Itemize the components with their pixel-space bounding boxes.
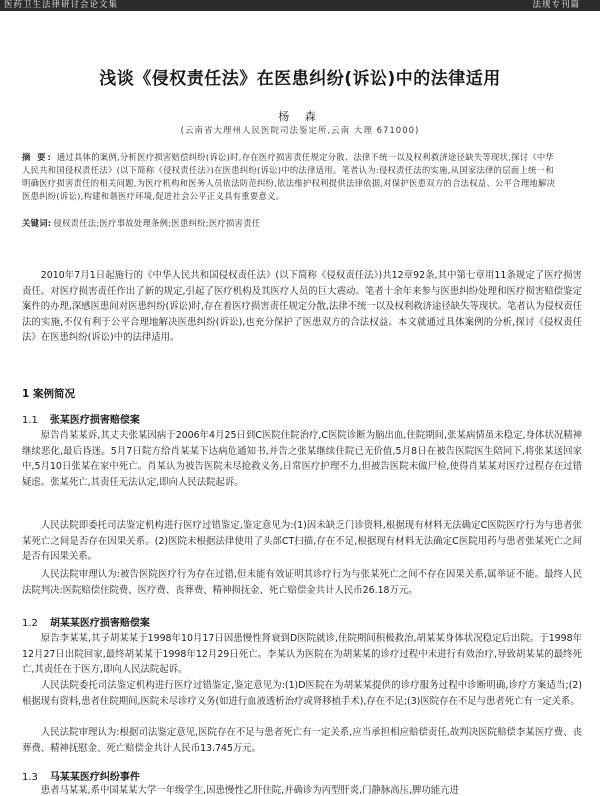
journal-name: 医药卫生法律研讨会论文集 — [4, 0, 119, 10]
case-number: 1.3 — [22, 772, 38, 783]
keywords-label: 关键词: — [22, 218, 52, 228]
running-header — [0, 0, 600, 11]
case-paragraph: 人民法院即委托司法鉴定机构进行医疗过错鉴定,鉴定意见为:(1)因未缺乏门诊资料,根据现有材料无法确定C医院医疗行为与患者张某死亡之间是否存在因果关系。(2)医院未根据法律使用了头部CT扫描,存在不足,根据现有材料无法确定C医院用药与患者张某死亡之间是否有因果关系。 — [22, 520, 582, 562]
case-paragraph: 原告李某某,其子胡某某于1998年10月17日因患慢性肾衰到D医院就诊,住院期间积极救治,胡某某身体状况稳定后出院。于1998年12月27日出院回家,最终胡某某于1998年12月29日死亡。李某认为医院在为胡某某的诊疗过程中未进行有效治疗,导致胡某某的最终死亡,其责任在于医方,即向人民法院起诉。 — [22, 633, 582, 675]
author-name: 杨 森 — [278, 110, 322, 123]
article-title: 浅谈《侵权责任法》在医患纠纷(诉讼)中的法律适用 — [99, 69, 501, 89]
case-paragraph: 人民法院委托司法鉴定机构进行医疗过错鉴定,鉴定意见为:(1)D医院在为胡某某提供的诊疗服务过程中诊断明确,诊疗方案适当;(2)根据现有资料,患者住院期间,医院未尽诊疗义务(如进行血液透析治疗或肾移植手术),存在不足;(3)医院存在不足与患者死亡有一定关系。 — [22, 680, 582, 707]
case-paragraph: 人民法院审理认为:被告医院医疗行为存在过错,但未能有效证明其诊疗行为与张某死亡之间不存在因果关系,属举证不能。最终人民法院判决:医院赔偿住院费、医疗费、丧葬费、精神损抚金、死亡赔偿金共计人民币26.18万元。 — [22, 569, 582, 596]
case-title: 胡某某医疗损害赔偿案 — [49, 618, 150, 629]
keywords-text: 侵权责任法;医疗事故处理条例;医患纠纷;医疗损害责任 — [53, 218, 261, 228]
case-number: 1.2 — [22, 618, 38, 629]
abstract-label: 摘 要: — [22, 152, 53, 162]
case-title: 张某医疗损害赔偿案 — [49, 415, 140, 426]
keywords — [22, 217, 562, 230]
intro-paragraph: 2010年7月1日起施行的《中华人民共和国侵权责任法》(以下简称《侵权责任法》)共12章92条,其中第七章用11条规定了医疗损害责任。对医疗损害责任作出了新的规定,引起了医疗机构及其医疗人员的巨大震动。笔者十余年来参与医患纠纷处理和医疗损害赔偿鉴定案件的办理,深感医患间对医患纠纷(诉讼)时,存在着医疗损害责任规定分散,法律不统一以及权利救济途径缺失等现状。笔者认为侵权责任法的实施,不仅有利于公平合理地解决医患纠纷(诉讼),也充分保护了医患双方的合法权益。本文就通过具体案例的分析,探讨《侵权责任法》在医患纠纷(诉讼)中的法律适用。 — [22, 270, 583, 343]
abstract — [22, 151, 562, 203]
abstract-text: 通过具体的案例,分析医疗损害赔偿纠纷(诉讼)时,存在医疗损害责任规定分散、法律不统一以及权利救济途径缺失等现状,探讨《中华人民共和国侵权责任法》(以下简称《侵权责任法》)在医患纠纷(诉讼)中的法律适用。笔者认为:侵权责任法的实施,从国家法律的层面上统一和明确医疗损害责任的相关问题,为医疗机构和医务人员依法防范纠纷,依法维护权利提供法律依据,对保护医患双方的合法权益、公平合理地解决医患纠纷(诉讼),构建和谐医疗环境,促进社会公平正义具有重要意义。 — [22, 152, 556, 201]
case-paragraph: 原告肖某某诉,其丈夫张某因病于2006年4月25日到C医院住院治疗,C医院诊断为脑出血,住院期间,张某病情虽未稳定,身体状况精神继续恶化,最后昏迷。5月7日院方给肖某某下达病危通知书,并告之张某继续住院已无价值,5月8日在被告医院医生陪同下,将张某送回家中,5月10日张某在家中死亡。肖某认为被告医院未尽抢救义务,日常医疗护理不力,但被告医院未做尸检,使得肖某某对医疗过程存在过错疑虑。张某死亡,其责任无法认定,即向人民法院起诉。 — [22, 430, 582, 488]
case-title: 马某某医疗纠纷事件 — [49, 772, 140, 783]
case-number: 1.1 — [22, 415, 38, 426]
case-paragraph: 人民法院审理认为:根据司法鉴定意见,医院存在不足与患者死亡有一定关系,应当承担相应赔偿责任,故判决医院赔偿李某医疗费、丧葬费、精神抚慰金、死亡赔偿金共计人民币13.745万元。 — [22, 727, 582, 754]
case-heading — [22, 768, 140, 783]
case-heading — [22, 411, 140, 426]
section-heading: 1 案例简况 — [22, 388, 75, 400]
section-name: 法规专刊篇 — [532, 0, 580, 10]
case-paragraph: 患者马某某,系中国某某大学一年级学生,因患慢性乙肝住院,并确诊为丙型肝炎,门静脉高压,脾功能亢进 — [40, 785, 459, 796]
case-heading — [22, 614, 150, 629]
author-affiliation: (云南省大理州人民医院司法鉴定所,云南 大理 671000) — [180, 126, 420, 136]
